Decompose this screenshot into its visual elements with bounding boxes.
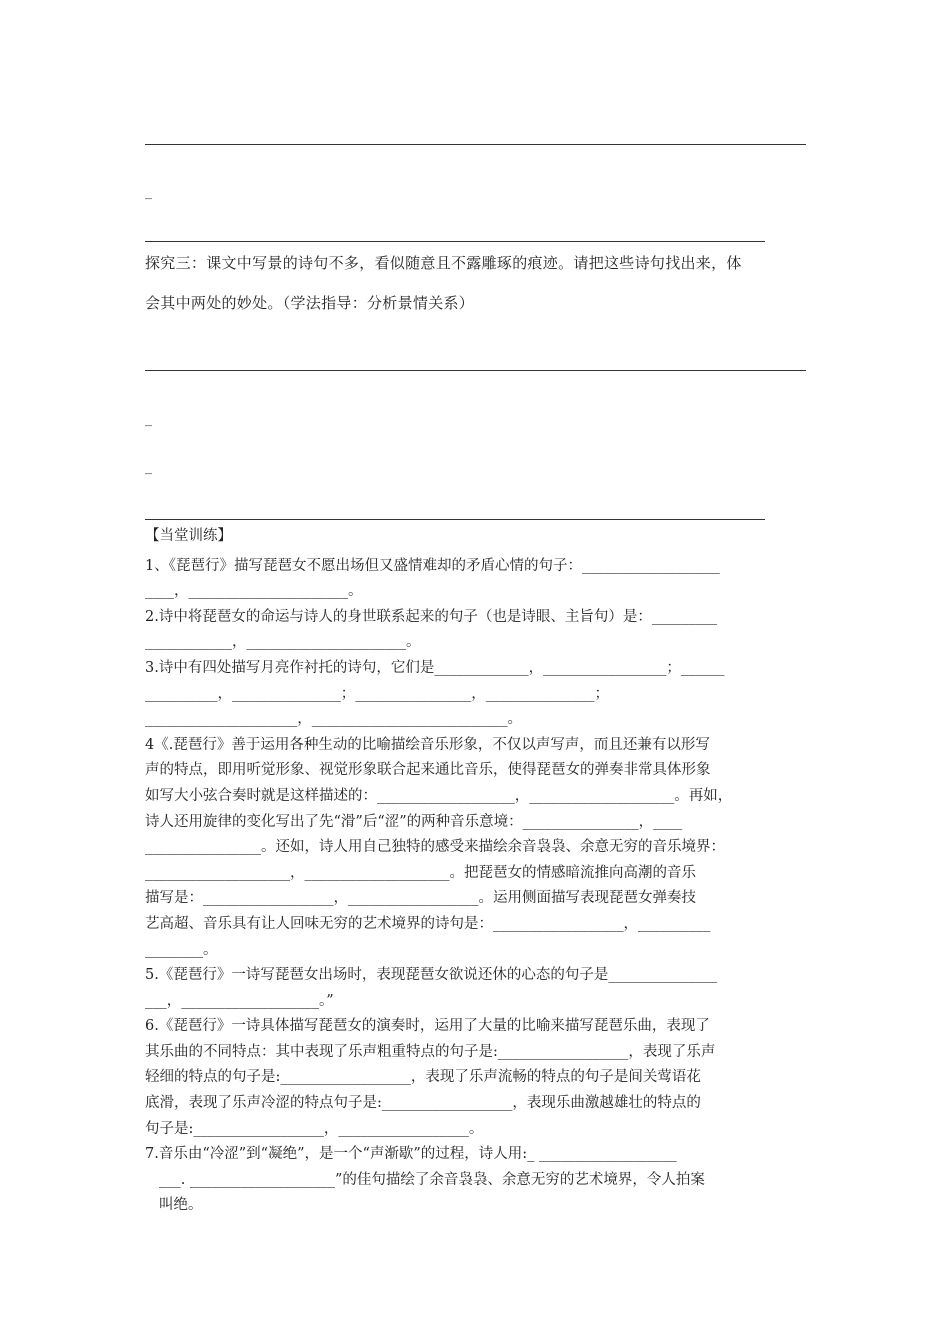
question-6-line: 6.《琵琶行》一诗具体描写琵琶女的演奏时，运用了大量的比喻来描写琵琶乐曲，表现了 <box>145 1018 710 1035</box>
question-4-line: 声的特点，即用听觉形象、视觉形象联合起来通比音乐，使得琵琶女的弹奏非常具体形象 <box>145 762 711 779</box>
question-2-line: 2.诗中将琵琶女的命运与诗人的身世联系起来的句子（也是诗眼、主旨句）是：_________ <box>145 608 718 625</box>
answer-dash: _ <box>145 184 152 200</box>
question-7-line: ___. ____________________”的佳句描绘了余音袅袅、余意无穷的艺术境界，令人拍案 <box>159 1171 705 1188</box>
question-4-line: 诗人还用旋律的变化写出了先“滑”后“涩”的两种音乐意境：________________，____ <box>145 813 683 830</box>
question-4-line: 如写大小弦合奏时就是这样描述的：___________________，____________________。再如， <box>145 787 733 804</box>
inquiry-3-line-2: 会其中两处的妙处。（学法指导：分析景情关系） <box>145 294 475 312</box>
answer-line <box>145 370 806 371</box>
question-1-line: ____，______________________。 <box>145 583 363 600</box>
question-4 <box>145 733 810 963</box>
question-2-line: ____________，______________________。 <box>145 634 421 651</box>
answer-line <box>145 241 765 242</box>
answer-line <box>145 519 765 520</box>
question-5-line: 5.《琵琶行》一诗写琵琶女出场时，表现琵琶女欲说还休的心态的句子是_______________ <box>145 967 718 984</box>
question-3-line: __________，_______________；________________，_______________； <box>145 685 609 702</box>
question-3-line: 3.诗中有四处描写月亮作衬托的诗句，它们是_____________，_________________；______ <box>145 659 725 676</box>
answer-line <box>145 144 806 145</box>
question-2 <box>145 605 810 656</box>
question-6-line: 句子是:__________________，__________________。 <box>145 1120 484 1137</box>
question-6-line: 底滑，表现了乐声冷涩的特点句子是:__________________，表现乐曲激越雄壮的特点的 <box>145 1095 701 1112</box>
question-5-line: ___，___________________。” <box>145 992 334 1009</box>
question-4-line: ________________。还如，诗人用自己独特的感受来描绘余音袅袅、余意无穷的音乐境界： <box>145 839 725 856</box>
answer-dash: _ <box>145 459 152 475</box>
in-class-training <box>145 524 810 1219</box>
question-4-line: 艺高超、音乐具有让人回味无穷的艺术境界的诗句是：__________________，__________ <box>145 915 711 932</box>
question-5 <box>145 963 810 1014</box>
answer-dash: _ <box>145 411 152 427</box>
question-7-line: 7.音乐由“冷涩”到“凝绝”，是一个“声渐歇”的过程，诗人用:_ ___________________ <box>145 1146 677 1163</box>
question-4-line: 4《.琵琶行》善于运用各种生动的比喻描绘音乐形象，不仅以声写声，而且还兼有以形写 <box>145 736 710 753</box>
question-6-line: 其乐曲的不同特点：其中表现了乐声粗重特点的句子是:__________________，表现了乐声 <box>145 1043 716 1060</box>
question-3 <box>145 656 810 733</box>
training-heading: 【当堂训练】 <box>145 528 232 544</box>
inquiry-3-line-1: 探究三：课文中写景的诗句不多，看似随意且不露雕琢的痕迹。请把这些诗句找出来，体 <box>145 254 742 272</box>
question-3-line: _____________________，___________________________。 <box>145 711 522 728</box>
question-7 <box>145 1142 810 1219</box>
question-4-line: ________。 <box>145 941 218 958</box>
question-4-line: ____________________，____________________。把琵琶女的情感暗流推向高潮的音乐 <box>145 864 696 881</box>
inquiry-3-text <box>145 243 810 323</box>
question-1-line: 1、《琵琶行》描写琵琶女不愿出场但又盛情难却的矛盾心情的句子：___________________ <box>145 557 720 574</box>
question-7-line: 叫绝。 <box>159 1197 203 1214</box>
question-6-line: 轻细的特点的句子是:__________________，表现了乐声流畅的特点的句子是间关莺语花 <box>145 1069 701 1086</box>
question-1 <box>145 554 810 605</box>
question-6 <box>145 1014 810 1142</box>
question-4-line: 描写是：__________________，__________________。运用侧面描写表现琵琶女弹奏技 <box>145 890 696 907</box>
